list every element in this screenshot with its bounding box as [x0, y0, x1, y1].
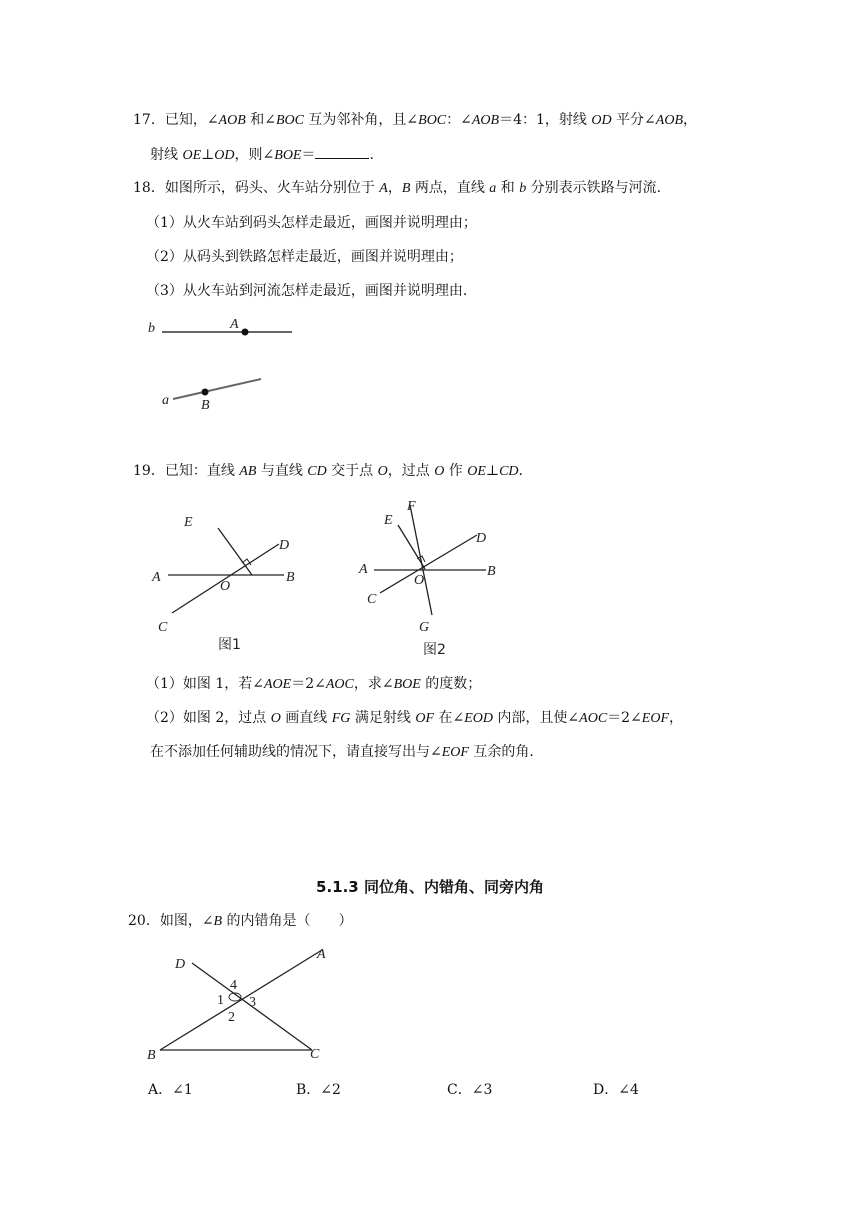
q17-line2: 射线 OE⊥OD，则∠BOE＝ .	[150, 144, 374, 166]
point-b	[202, 389, 209, 396]
fig1-D: D	[279, 538, 290, 553]
label-a: a	[162, 393, 169, 408]
fig2-A: A	[359, 562, 368, 577]
fig2-B: B	[487, 564, 496, 579]
q19-figure-2	[350, 490, 520, 665]
q18-figure	[140, 312, 310, 417]
fig20-B: B	[147, 1048, 156, 1063]
option-d[interactable]: D．∠4	[593, 1082, 639, 1098]
fig20-2: 2	[228, 1010, 235, 1025]
section-title: 5.1.3 同位角、内错角、同旁内角	[316, 878, 544, 896]
q18-part1: （1）从火车站到码头怎样走最近，画图并说明理由；	[146, 215, 477, 231]
q18-part2: （2）从码头到铁路怎样走最近，画图并说明理由；	[146, 249, 463, 265]
option-c[interactable]: C．∠3	[447, 1082, 493, 1098]
q19-figure-1	[140, 500, 320, 660]
answer-blank	[315, 144, 369, 159]
fig2-caption: 图2	[423, 642, 446, 658]
fig2-C: C	[367, 592, 377, 607]
fig20-C: C	[310, 1047, 320, 1062]
label-A: A	[230, 317, 239, 332]
fig1-B: B	[286, 570, 295, 585]
q19-part2: （2）如图 2，过点 O 画直线 FG 满足射线 OF 在∠EOD 内部，且使∠AOC＝2∠EOF，	[146, 710, 684, 726]
fig20-4: 4	[230, 978, 237, 993]
fig20-1: 1	[217, 993, 224, 1008]
label-b: b	[148, 321, 155, 336]
line-a	[173, 379, 261, 399]
option-a[interactable]: A．∠1	[148, 1082, 193, 1098]
fig20-A: A	[317, 947, 326, 962]
fig1-O: O	[220, 579, 231, 594]
q20-figure	[140, 940, 350, 1065]
q19-part2-line2: 在不添加任何辅助线的情况下，请直接写出与∠EOF 互余的角.	[150, 744, 534, 760]
fig1-E: E	[184, 515, 193, 530]
fig2-O: O	[414, 573, 425, 588]
point-a	[242, 329, 249, 336]
q17-line1: 17．已知，∠AOB 和∠BOC 互为邻补角，且∠BOC：∠AOB＝4：1，射线 OD 平分∠AOB，	[133, 112, 697, 128]
q18-stem: 18．如图所示，码头、火车站分别位于 A，B 两点，直线 a 和 b 分别表示铁路与河流.	[133, 180, 662, 196]
q18-part3: （3）从火车站到河流怎样走最近，画图并说明理由.	[146, 283, 468, 299]
fig2-E: E	[384, 513, 393, 528]
q20-stem: 20．如图，∠B 的内错角是（ ）	[128, 913, 353, 929]
fig20-D: D	[175, 957, 186, 972]
fig20-3: 3	[249, 995, 256, 1010]
fig1-C: C	[158, 620, 168, 635]
fig1-A: A	[152, 570, 161, 585]
fig2-G: G	[419, 620, 430, 635]
q19-part1: （1）如图 1，若∠AOE＝2∠AOC，求∠BOE 的度数；	[146, 676, 482, 692]
label-B: B	[201, 398, 210, 413]
fig2-F: F	[407, 499, 416, 514]
option-b[interactable]: B．∠2	[296, 1082, 341, 1098]
q19-stem: 19．已知：直线 AB 与直线 CD 交于点 O，过点 O 作 OE⊥CD.	[133, 463, 523, 479]
fig1-caption: 图1	[218, 637, 241, 653]
fig2-D: D	[476, 531, 487, 546]
